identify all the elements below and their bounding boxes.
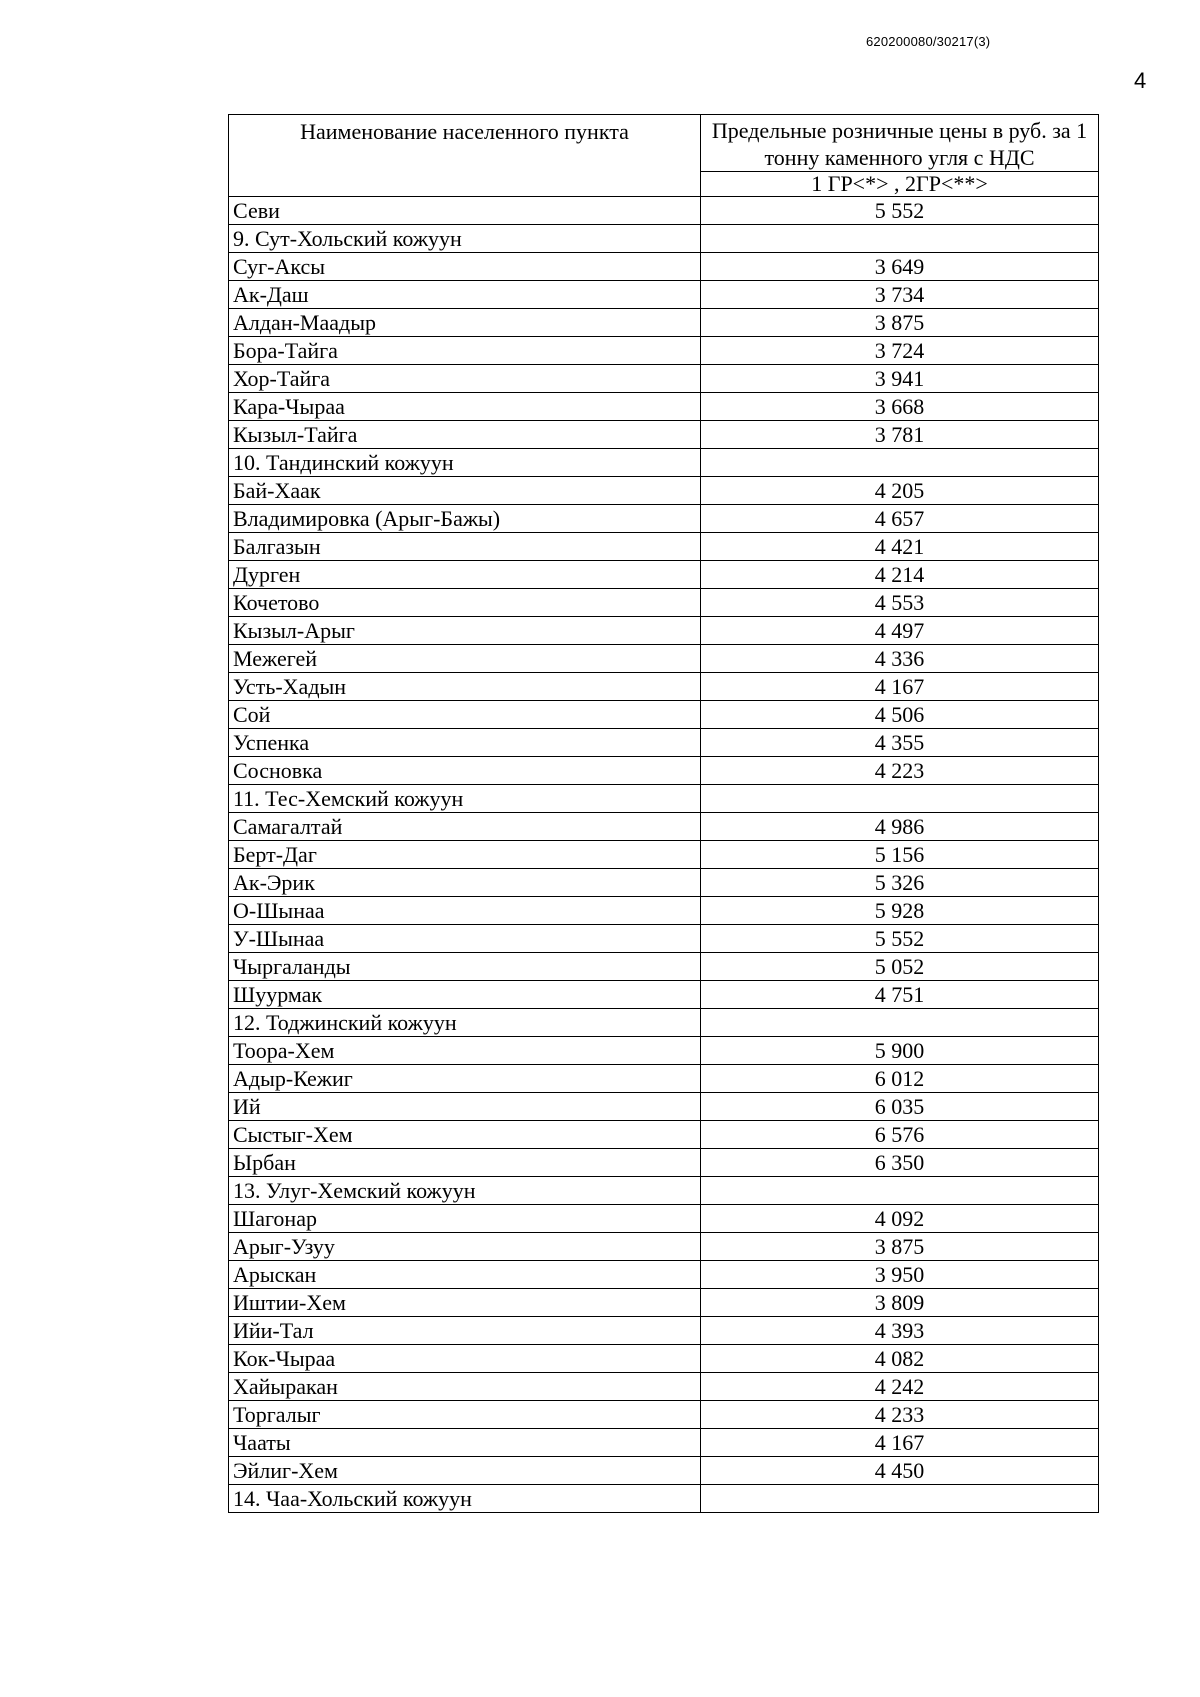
settlement-name: Кок-Чыраа bbox=[229, 1345, 701, 1373]
settlement-name: Севи bbox=[229, 197, 701, 225]
table-row bbox=[229, 1401, 1099, 1429]
settlement-name: У-Шынаа bbox=[229, 925, 701, 953]
table-row bbox=[229, 1037, 1099, 1065]
price-category-subheader: 1 ГР<*> , 2ГР<**> bbox=[701, 172, 1099, 197]
settlement-name: Ак-Эрик bbox=[229, 869, 701, 897]
settlement-name: Суг-Аксы bbox=[229, 253, 701, 281]
price-value: 3 668 bbox=[701, 393, 1099, 421]
table-row bbox=[229, 281, 1099, 309]
price-value: 5 052 bbox=[701, 953, 1099, 981]
page-number: 4 bbox=[1134, 68, 1147, 93]
settlement-name: Дурген bbox=[229, 561, 701, 589]
price-value: 6 576 bbox=[701, 1121, 1099, 1149]
table-row bbox=[229, 393, 1099, 421]
price-column-header bbox=[701, 115, 1099, 172]
settlement-name: Ак-Даш bbox=[229, 281, 701, 309]
table-row bbox=[229, 337, 1099, 365]
price-value bbox=[701, 225, 1099, 253]
price-value: 4 553 bbox=[701, 589, 1099, 617]
district-row bbox=[229, 1485, 1099, 1513]
price-value: 6 012 bbox=[701, 1065, 1099, 1093]
table-row bbox=[229, 589, 1099, 617]
price-value: 4 082 bbox=[701, 1345, 1099, 1373]
price-value: 3 950 bbox=[701, 1261, 1099, 1289]
price-value: 4 092 bbox=[701, 1205, 1099, 1233]
price-value bbox=[701, 1009, 1099, 1037]
settlement-name: Тоора-Хем bbox=[229, 1037, 701, 1065]
settlement-name: Кочетово bbox=[229, 589, 701, 617]
price-value: 4 450 bbox=[701, 1457, 1099, 1485]
settlement-name: Хор-Тайга bbox=[229, 365, 701, 393]
settlement-name: Балгазын bbox=[229, 533, 701, 561]
price-value: 3 734 bbox=[701, 281, 1099, 309]
price-value: 4 506 bbox=[701, 701, 1099, 729]
price-value bbox=[701, 785, 1099, 813]
price-value: 5 928 bbox=[701, 897, 1099, 925]
price-value: 5 900 bbox=[701, 1037, 1099, 1065]
table-row bbox=[229, 197, 1099, 225]
settlement-name: Кызыл-Арыг bbox=[229, 617, 701, 645]
price-value: 3 809 bbox=[701, 1289, 1099, 1317]
price-value: 4 355 bbox=[701, 729, 1099, 757]
coal-price-table bbox=[228, 114, 1099, 1513]
price-value: 5 156 bbox=[701, 841, 1099, 869]
settlement-name: Ий bbox=[229, 1093, 701, 1121]
settlement-name: Межегей bbox=[229, 645, 701, 673]
table-row bbox=[229, 813, 1099, 841]
settlement-name: Хайыракан bbox=[229, 1373, 701, 1401]
table-row bbox=[229, 981, 1099, 1009]
price-value: 4 242 bbox=[701, 1373, 1099, 1401]
table-row bbox=[229, 645, 1099, 673]
district-name: 10. Тандинский кожуун bbox=[229, 449, 701, 477]
table-row bbox=[229, 365, 1099, 393]
settlement-name: Бора-Тайга bbox=[229, 337, 701, 365]
settlement-name: Сосновка bbox=[229, 757, 701, 785]
settlement-name: Сыстыг-Хем bbox=[229, 1121, 701, 1149]
settlement-name: Чааты bbox=[229, 1429, 701, 1457]
settlement-name: Адыр-Кежиг bbox=[229, 1065, 701, 1093]
table-row bbox=[229, 1429, 1099, 1457]
table-row bbox=[229, 841, 1099, 869]
table-row bbox=[229, 421, 1099, 449]
settlement-name: Самагалтай bbox=[229, 813, 701, 841]
price-value: 3 875 bbox=[701, 1233, 1099, 1261]
table-row bbox=[229, 1457, 1099, 1485]
table-row bbox=[229, 869, 1099, 897]
price-value: 4 421 bbox=[701, 533, 1099, 561]
settlement-name-column-header: Наименование населенного пункта bbox=[229, 115, 701, 197]
table-row bbox=[229, 673, 1099, 701]
district-name: 14. Чаа-Хольский кожуун bbox=[229, 1485, 701, 1513]
price-value: 4 751 bbox=[701, 981, 1099, 1009]
price-value: 3 724 bbox=[701, 337, 1099, 365]
price-value: 3 941 bbox=[701, 365, 1099, 393]
district-name: 9. Сут-Хольский кожуун bbox=[229, 225, 701, 253]
settlement-name: Шуурмак bbox=[229, 981, 701, 1009]
table-row bbox=[229, 701, 1099, 729]
settlement-name: Торгалыг bbox=[229, 1401, 701, 1429]
settlement-name: Усть-Хадын bbox=[229, 673, 701, 701]
settlement-name: Шагонар bbox=[229, 1205, 701, 1233]
price-value: 4 657 bbox=[701, 505, 1099, 533]
table-row bbox=[229, 729, 1099, 757]
price-value bbox=[701, 1485, 1099, 1513]
table-row bbox=[229, 1233, 1099, 1261]
settlement-name: Успенка bbox=[229, 729, 701, 757]
district-row bbox=[229, 785, 1099, 813]
district-row bbox=[229, 225, 1099, 253]
settlement-name: Кара-Чыраа bbox=[229, 393, 701, 421]
table-row bbox=[229, 1317, 1099, 1345]
table-body bbox=[229, 197, 1099, 1513]
table-row bbox=[229, 1149, 1099, 1177]
settlement-name: Чыргаланды bbox=[229, 953, 701, 981]
table-row bbox=[229, 1289, 1099, 1317]
table-row bbox=[229, 1205, 1099, 1233]
table-row bbox=[229, 309, 1099, 337]
district-row bbox=[229, 1177, 1099, 1205]
price-value: 4 205 bbox=[701, 477, 1099, 505]
price-value: 3 781 bbox=[701, 421, 1099, 449]
table-row bbox=[229, 897, 1099, 925]
settlement-name: Арыскан bbox=[229, 1261, 701, 1289]
settlement-name: Кызыл-Тайга bbox=[229, 421, 701, 449]
district-name: 11. Тес-Хемский кожуун bbox=[229, 785, 701, 813]
price-value: 4 214 bbox=[701, 561, 1099, 589]
table-header bbox=[229, 115, 1099, 197]
table-row bbox=[229, 253, 1099, 281]
settlement-name: Бай-Хаак bbox=[229, 477, 701, 505]
settlement-name: Иштии-Хем bbox=[229, 1289, 701, 1317]
document-id: 620200080/30217(3) bbox=[866, 34, 991, 49]
price-value: 4 336 bbox=[701, 645, 1099, 673]
table-row bbox=[229, 925, 1099, 953]
district-row bbox=[229, 1009, 1099, 1037]
settlement-name: Сой bbox=[229, 701, 701, 729]
price-column-header-text: Предельные розничные цены в руб. за 1 тонну каменного угля с НДС bbox=[711, 118, 1088, 170]
price-value: 4 167 bbox=[701, 673, 1099, 701]
price-value: 3 649 bbox=[701, 253, 1099, 281]
district-name: 13. Улуг-Хемский кожуун bbox=[229, 1177, 701, 1205]
table-row bbox=[229, 505, 1099, 533]
settlement-name: Арыг-Узуу bbox=[229, 1233, 701, 1261]
table-row bbox=[229, 757, 1099, 785]
settlement-name: Берт-Даг bbox=[229, 841, 701, 869]
settlement-name: Эйлиг-Хем bbox=[229, 1457, 701, 1485]
table-row bbox=[229, 617, 1099, 645]
price-value: 4 497 bbox=[701, 617, 1099, 645]
price-value: 4 167 bbox=[701, 1429, 1099, 1457]
table-row bbox=[229, 1373, 1099, 1401]
price-value: 4 986 bbox=[701, 813, 1099, 841]
price-value: 5 552 bbox=[701, 197, 1099, 225]
district-name: 12. Тоджинский кожуун bbox=[229, 1009, 701, 1037]
settlement-name: Алдан-Маадыр bbox=[229, 309, 701, 337]
table-row bbox=[229, 1261, 1099, 1289]
table-row bbox=[229, 533, 1099, 561]
table-row bbox=[229, 1121, 1099, 1149]
price-value: 4 223 bbox=[701, 757, 1099, 785]
district-row bbox=[229, 449, 1099, 477]
price-value: 4 233 bbox=[701, 1401, 1099, 1429]
settlement-name: О-Шынаа bbox=[229, 897, 701, 925]
settlement-name: Ырбан bbox=[229, 1149, 701, 1177]
settlement-name: Ийи-Тал bbox=[229, 1317, 701, 1345]
settlement-name: Владимировка (Арыг-Бажы) bbox=[229, 505, 701, 533]
price-value: 4 393 bbox=[701, 1317, 1099, 1345]
table-row bbox=[229, 1093, 1099, 1121]
table-row bbox=[229, 953, 1099, 981]
table-row bbox=[229, 1345, 1099, 1373]
price-value: 3 875 bbox=[701, 309, 1099, 337]
price-value: 6 350 bbox=[701, 1149, 1099, 1177]
table-row bbox=[229, 561, 1099, 589]
price-value bbox=[701, 1177, 1099, 1205]
price-value: 5 326 bbox=[701, 869, 1099, 897]
price-value: 6 035 bbox=[701, 1093, 1099, 1121]
price-value: 5 552 bbox=[701, 925, 1099, 953]
price-value bbox=[701, 449, 1099, 477]
table-row bbox=[229, 477, 1099, 505]
table-row bbox=[229, 1065, 1099, 1093]
